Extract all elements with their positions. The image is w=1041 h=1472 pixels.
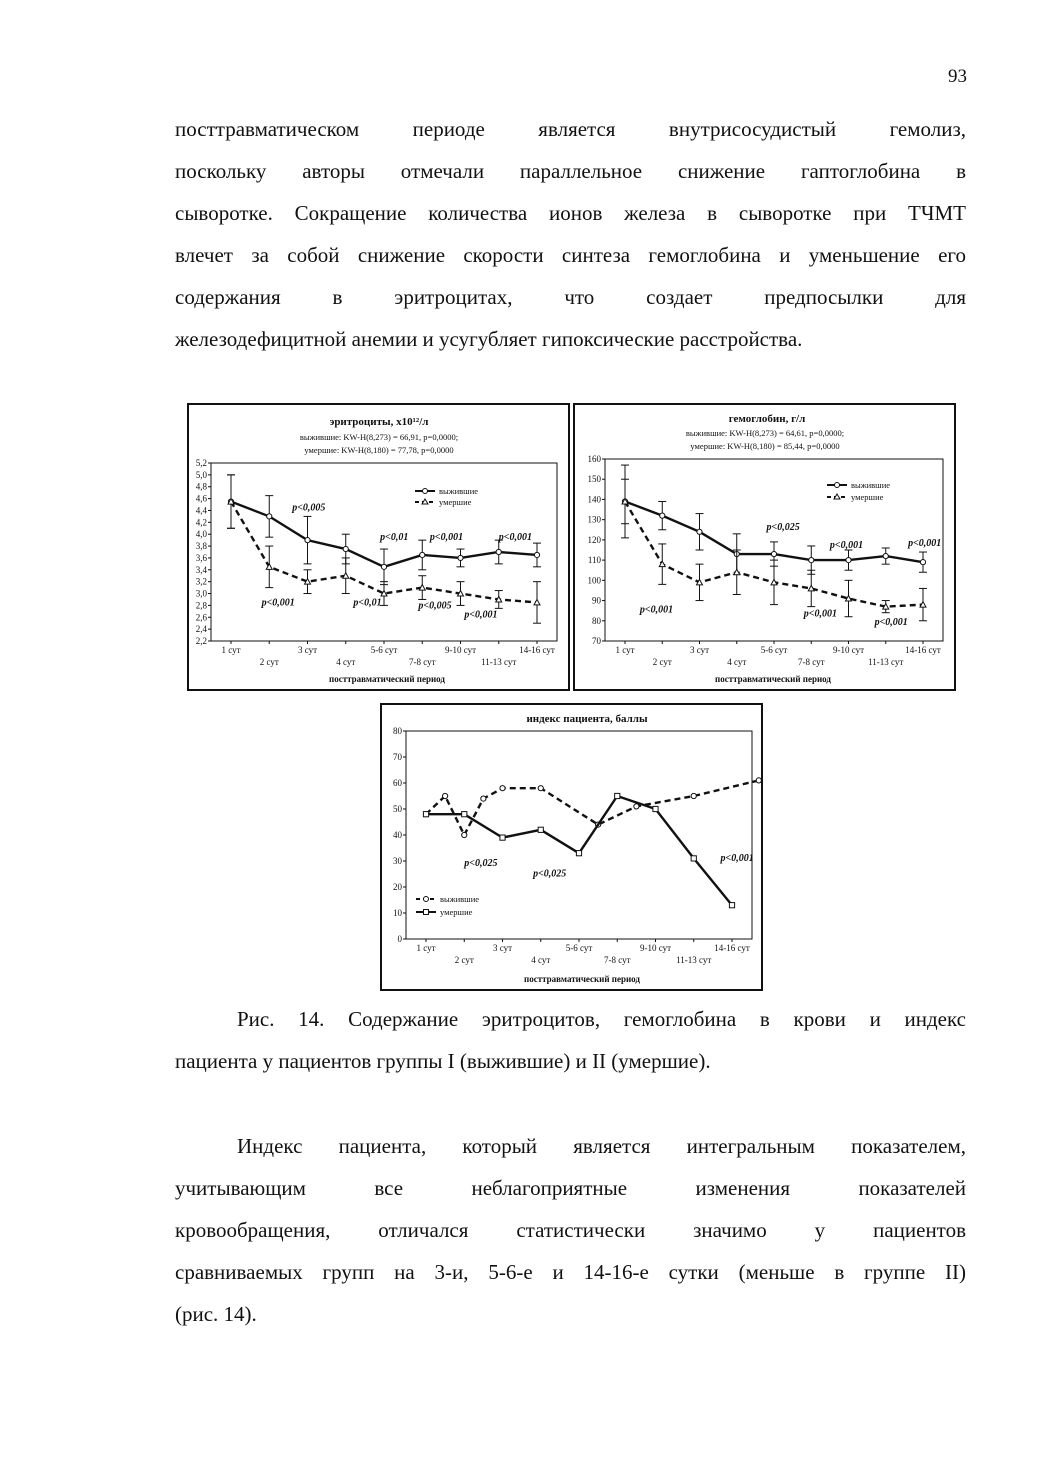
data-point: [462, 812, 467, 817]
data-point: [458, 555, 463, 560]
p-value-annotation: p<0,005: [418, 600, 452, 612]
x-tick-label: 2 сут: [259, 657, 279, 667]
chart-legend: [415, 486, 478, 507]
data-point: [381, 564, 386, 569]
x-tick-label: 9-10 сут: [639, 943, 672, 953]
x-tick-label: 5-6 сут: [370, 645, 398, 655]
chart-patient-index: [380, 703, 763, 991]
chart-title: индекс пациента, баллы: [526, 713, 648, 725]
data-point: [496, 549, 501, 554]
data-point: [423, 812, 428, 817]
x-tick-label: 7-8 сут: [603, 955, 631, 965]
chart-patient-index-svg: [382, 705, 761, 989]
y-tick-label: 80: [393, 726, 402, 736]
chart-erythrocytes-svg: [189, 405, 568, 689]
p-value-annotation: p<0,001: [829, 539, 864, 551]
legend-marker: [424, 910, 429, 915]
y-tick-label: 2,6: [195, 612, 207, 623]
x-tick-label: 3 сут: [689, 645, 710, 655]
y-tick-label: 80: [592, 615, 601, 626]
x-tick-label: 4 сут: [336, 657, 356, 667]
x-tick-label: 14-16 сут: [714, 943, 750, 953]
x-tick-label: 14-16 сут: [519, 645, 555, 655]
y-tick-label: 140: [587, 494, 601, 505]
y-tick-label: 20: [393, 882, 402, 892]
data-point: [920, 560, 925, 565]
text-line: железодефицитной анемии и усугубляет гипоксические расстройства.: [175, 327, 803, 351]
data-point: [729, 903, 734, 908]
x-tick-label: 1 сут: [221, 645, 241, 655]
text-line: сравниваемых групп на 3-и, 5-6-е и 14-16-е сутки (меньше в группе II): [175, 1260, 966, 1284]
data-point: [462, 832, 467, 837]
chart-erythrocytes: [187, 403, 570, 691]
y-tick-label: 110: [587, 555, 601, 566]
text-line: кровообращения, отличался статистически значимо у пациентов: [175, 1218, 966, 1242]
y-tick-label: 5,0: [195, 469, 207, 480]
chart-title: гемоглобин, г/л: [728, 413, 806, 425]
x-axis-label: посттравматический период: [524, 974, 640, 984]
p-value-annotation: p<0,001: [639, 604, 674, 616]
chart-subtitle: умершие: KW-H(8,180) = 85,44, p=0,0000: [690, 441, 840, 451]
data-point: [500, 786, 505, 791]
y-tick-label: 130: [587, 514, 601, 525]
y-tick-label: 2,2: [195, 636, 207, 646]
y-tick-label: 120: [587, 534, 601, 545]
y-tick-label: 150: [587, 474, 601, 485]
data-point: [420, 552, 425, 557]
data-point: [771, 551, 776, 556]
text-line: (рис. 14).: [175, 1302, 257, 1326]
data-point: [634, 804, 639, 809]
legend-marker: [423, 489, 428, 494]
x-tick-label: 9-10 сут: [832, 645, 865, 655]
p-value-annotation: p<0,001: [908, 537, 942, 549]
p-value-annotation: p<0,001: [720, 853, 754, 864]
data-point: [305, 538, 310, 543]
data-point: [500, 835, 505, 840]
data-point: [653, 806, 658, 811]
page-number: 93: [948, 66, 967, 87]
p-value-annotation: p<0,025: [533, 868, 567, 880]
data-point: [534, 599, 540, 605]
p-value-annotation: p<0,025: [464, 858, 498, 870]
text-line: посттравматическом периоде является внутрисосудистый гемолиз,: [175, 117, 966, 141]
chart-subtitle: выжившие: KW-H(8,273) = 66,91, p=0,0000;: [299, 432, 459, 442]
data-point: [576, 851, 581, 856]
legend-marker: [835, 483, 840, 488]
x-axis-label: посттравматический период: [715, 674, 831, 684]
y-tick-label: 5,2: [195, 458, 207, 468]
data-point: [538, 827, 543, 832]
y-tick-label: 70: [592, 636, 601, 646]
p-value-annotation: p<0,001: [874, 616, 908, 628]
p-value-annotation: p<0,001: [464, 609, 498, 621]
p-value-annotation: p<0,01: [380, 532, 409, 544]
legend-entry: умершие: [439, 497, 472, 507]
x-tick-label: 9-10 сут: [444, 645, 477, 655]
legend-entry: выжившие: [439, 486, 479, 496]
y-tick-label: 90: [592, 595, 601, 606]
caption-line: Рис. 14. Содержание эритроцитов, гемоглобина в крови и индекс: [237, 1007, 966, 1031]
data-point: [846, 558, 851, 563]
y-tick-label: 3,0: [195, 588, 207, 599]
y-tick-label: 4,2: [195, 517, 207, 528]
y-tick-label: 4,0: [195, 529, 207, 540]
caption-line: пациента у пациентов группы I (выжившие) и II (умершие).: [175, 1049, 711, 1073]
x-tick-label: 4 сут: [727, 657, 747, 667]
x-tick-label: 3 сут: [492, 943, 513, 953]
p-value-annotation: p<0,001: [803, 608, 838, 620]
y-tick-label: 100: [587, 575, 601, 586]
chart-hemoglobin: [573, 403, 956, 691]
data-point: [534, 552, 539, 557]
text-line: учитывающим все неблагоприятные изменения показателей: [175, 1176, 966, 1200]
data-point: [538, 786, 543, 791]
data-point: [660, 513, 665, 518]
legend-entry: выжившие: [440, 894, 480, 904]
y-tick-label: 3,6: [195, 552, 207, 563]
paragraph-2: [175, 1125, 966, 1335]
data-point: [267, 514, 272, 519]
p-value-annotation: p<0,005: [292, 502, 326, 514]
series-line: [426, 780, 759, 835]
x-tick-label: 1 сут: [416, 943, 436, 953]
y-tick-label: 50: [393, 804, 402, 814]
data-point: [691, 856, 696, 861]
legend-entry: выжившие: [851, 480, 891, 490]
y-tick-label: 4,8: [195, 481, 207, 492]
legend-entry: умершие: [440, 907, 473, 917]
x-tick-label: 2 сут: [652, 657, 672, 667]
chart-legend: [416, 894, 479, 917]
data-point: [481, 796, 486, 801]
p-value-annotation: p<0,01: [353, 597, 382, 609]
data-point: [343, 546, 348, 551]
x-tick-label: 2 сут: [454, 955, 474, 965]
data-point: [809, 558, 814, 563]
y-tick-label: 2,8: [195, 600, 207, 611]
y-tick-label: 2,4: [195, 624, 207, 635]
text-line: сыворотке. Сокращение количества ионов железа в сыворотке при ТЧМТ: [175, 201, 966, 225]
y-tick-label: 40: [393, 830, 402, 840]
legend-marker: [424, 897, 429, 902]
y-tick-label: 160: [587, 454, 601, 464]
p-value-annotation: p<0,025: [766, 521, 800, 533]
y-tick-label: 3,4: [195, 564, 207, 575]
x-tick-label: 14-16 сут: [905, 645, 941, 655]
x-tick-label: 7-8 сут: [408, 657, 436, 667]
x-tick-label: 11-13 сут: [868, 657, 904, 667]
data-point: [615, 793, 620, 798]
y-tick-label: 30: [393, 856, 402, 866]
y-tick-label: 70: [393, 752, 402, 762]
text-line: поскольку авторы отмечали параллельное снижение гаптоглобина в: [175, 159, 966, 183]
y-tick-label: 10: [393, 908, 402, 918]
x-tick-label: 11-13 сут: [676, 955, 712, 965]
p-value-annotation: p<0,001: [429, 532, 464, 544]
y-tick-label: 3,2: [195, 576, 207, 587]
x-tick-label: 4 сут: [531, 955, 551, 965]
data-point: [443, 793, 448, 798]
chart-hemoglobin-svg: [575, 405, 954, 689]
y-tick-label: 60: [393, 778, 402, 788]
p-value-annotation: p<0,001: [261, 597, 295, 609]
chart-legend: [827, 480, 890, 502]
data-point: [756, 778, 761, 783]
x-tick-label: 7-8 сут: [797, 657, 825, 667]
text-line: содержания в эритроцитах, что создает предпосылки для: [175, 285, 966, 309]
chart-title: эритроциты, х10¹²/л: [329, 416, 429, 428]
chart-subtitle: выжившие: KW-H(8,273) = 64,61, p=0,0000;: [685, 428, 845, 438]
data-point: [697, 529, 702, 534]
text-line: Индекс пациента, который является интегральным показателем,: [237, 1134, 966, 1158]
y-tick-label: 3,8: [195, 541, 207, 552]
legend-entry: умершие: [851, 492, 884, 502]
data-point: [691, 793, 696, 798]
p-value-annotation: p<0,001: [498, 532, 532, 544]
y-tick-label: 4,6: [195, 493, 207, 504]
chart-subtitle: умершие: KW-H(8,180) = 77,78, p=0,0000: [304, 445, 454, 455]
y-tick-label: 0: [397, 934, 402, 944]
x-tick-label: 5-6 сут: [565, 943, 593, 953]
figure-caption: [175, 998, 966, 1082]
x-axis-label: посттравматический период: [329, 674, 445, 684]
x-tick-label: 3 сут: [297, 645, 318, 655]
x-tick-label: 5-6 сут: [760, 645, 788, 655]
paragraph-1: [175, 108, 966, 360]
text-line: влечет за собой снижение скорости синтеза гемоглобина и уменьшение его: [175, 243, 966, 267]
x-tick-label: 11-13 сут: [481, 657, 517, 667]
data-point: [883, 553, 888, 558]
x-tick-label: 1 сут: [615, 645, 635, 655]
y-tick-label: 4,4: [195, 505, 207, 516]
